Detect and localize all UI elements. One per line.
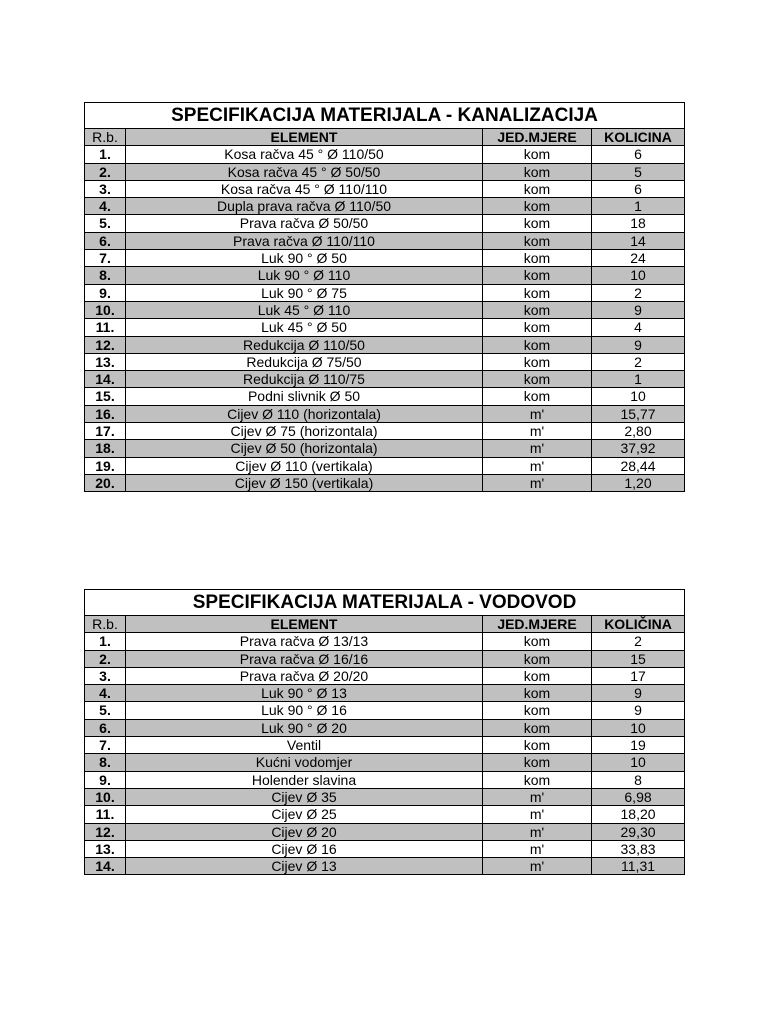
- table-row: [85, 685, 685, 702]
- table-row: [85, 353, 685, 370]
- row-number: 15.: [85, 388, 126, 405]
- unit-cell: kom: [483, 146, 592, 163]
- header-rb: R.b.: [85, 129, 126, 146]
- table-row: [85, 388, 685, 405]
- row-number: 5.: [85, 702, 126, 719]
- header-unit: JED.MJERE: [483, 616, 592, 633]
- unit-cell: m': [483, 457, 592, 474]
- quantity-cell: 9: [592, 301, 685, 318]
- quantity-cell: 18,20: [592, 806, 685, 823]
- row-number: 12.: [85, 336, 126, 353]
- element-cell: Luk 90 ° Ø 110: [126, 267, 483, 284]
- unit-cell: kom: [483, 180, 592, 197]
- unit-cell: m': [483, 788, 592, 805]
- quantity-cell: 2: [592, 284, 685, 301]
- table-row: [85, 702, 685, 719]
- header-element: ELEMENT: [126, 129, 483, 146]
- row-number: 4.: [85, 198, 126, 215]
- unit-cell: m': [483, 423, 592, 440]
- quantity-cell: 10: [592, 267, 685, 284]
- row-number: 6.: [85, 232, 126, 249]
- table-row: [85, 806, 685, 823]
- table-row: [85, 284, 685, 301]
- table-row: [85, 180, 685, 197]
- unit-cell: kom: [483, 232, 592, 249]
- spec-table-kanalizacija: [84, 102, 685, 492]
- row-number: 1.: [85, 146, 126, 163]
- unit-cell: kom: [483, 754, 592, 771]
- element-cell: Redukcija Ø 110/75: [126, 371, 483, 388]
- table-row: [85, 250, 685, 267]
- table-row: [85, 840, 685, 857]
- element-cell: Kućni vodomjer: [126, 754, 483, 771]
- table-row: [85, 371, 685, 388]
- row-number: 7.: [85, 250, 126, 267]
- quantity-cell: 1: [592, 371, 685, 388]
- row-number: 10.: [85, 788, 126, 805]
- unit-cell: kom: [483, 267, 592, 284]
- element-cell: Cijev Ø 35: [126, 788, 483, 805]
- row-number: 9.: [85, 284, 126, 301]
- row-number: 7.: [85, 737, 126, 754]
- quantity-cell: 2,80: [592, 423, 685, 440]
- quantity-cell: 1: [592, 198, 685, 215]
- quantity-cell: 6: [592, 146, 685, 163]
- table-row: [85, 319, 685, 336]
- quantity-cell: 17: [592, 667, 685, 684]
- element-cell: Cijev Ø 150 (vertikala): [126, 474, 483, 491]
- quantity-cell: 14: [592, 232, 685, 249]
- table-row: [85, 457, 685, 474]
- element-cell: Prava račva Ø 13/13: [126, 633, 483, 650]
- table-row: [85, 858, 685, 875]
- unit-cell: kom: [483, 685, 592, 702]
- quantity-cell: 15: [592, 650, 685, 667]
- element-cell: Kosa račva 45 ° Ø 110/50: [126, 146, 483, 163]
- element-cell: Prava račva Ø 110/110: [126, 232, 483, 249]
- quantity-cell: 6: [592, 180, 685, 197]
- element-cell: Prava račva Ø 50/50: [126, 215, 483, 232]
- table-row: [85, 754, 685, 771]
- quantity-cell: 15,77: [592, 405, 685, 422]
- quantity-cell: 10: [592, 388, 685, 405]
- header-quantity: KOLIČINA: [592, 616, 685, 633]
- element-cell: Cijev Ø 25: [126, 806, 483, 823]
- quantity-cell: 2: [592, 633, 685, 650]
- quantity-cell: 37,92: [592, 440, 685, 457]
- quantity-cell: 2: [592, 353, 685, 370]
- row-number: 11.: [85, 806, 126, 823]
- unit-cell: kom: [483, 215, 592, 232]
- quantity-cell: 24: [592, 250, 685, 267]
- unit-cell: kom: [483, 371, 592, 388]
- element-cell: Luk 45 ° Ø 110: [126, 301, 483, 318]
- table-row: [85, 823, 685, 840]
- element-cell: Holender slavina: [126, 771, 483, 788]
- element-cell: Kosa račva 45 ° Ø 50/50: [126, 163, 483, 180]
- quantity-cell: 4: [592, 319, 685, 336]
- quantity-cell: 11,31: [592, 858, 685, 875]
- unit-cell: m': [483, 440, 592, 457]
- table-row: [85, 650, 685, 667]
- element-cell: Cijev Ø 110 (vertikala): [126, 457, 483, 474]
- unit-cell: kom: [483, 650, 592, 667]
- element-cell: Luk 90 ° Ø 13: [126, 685, 483, 702]
- element-cell: Luk 90 ° Ø 20: [126, 719, 483, 736]
- unit-cell: kom: [483, 702, 592, 719]
- unit-cell: kom: [483, 737, 592, 754]
- element-cell: Redukcija Ø 75/50: [126, 353, 483, 370]
- row-number: 9.: [85, 771, 126, 788]
- element-cell: Luk 90 ° Ø 16: [126, 702, 483, 719]
- quantity-cell: 18: [592, 215, 685, 232]
- table-row: [85, 215, 685, 232]
- row-number: 8.: [85, 754, 126, 771]
- element-cell: Podni slivnik Ø 50: [126, 388, 483, 405]
- row-number: 2.: [85, 163, 126, 180]
- element-cell: Prava račva Ø 20/20: [126, 667, 483, 684]
- row-number: 18.: [85, 440, 126, 457]
- row-number: 4.: [85, 685, 126, 702]
- quantity-cell: 9: [592, 702, 685, 719]
- table-header-row: [85, 129, 685, 146]
- unit-cell: kom: [483, 771, 592, 788]
- quantity-cell: 6,98: [592, 788, 685, 805]
- element-cell: Ventil: [126, 737, 483, 754]
- row-number: 14.: [85, 858, 126, 875]
- element-cell: Dupla prava račva Ø 110/50: [126, 198, 483, 215]
- unit-cell: kom: [483, 319, 592, 336]
- unit-cell: kom: [483, 163, 592, 180]
- row-number: 20.: [85, 474, 126, 491]
- table-title: SPECIFIKACIJA MATERIJALA - VODOVOD: [85, 590, 685, 616]
- element-cell: Luk 45 ° Ø 50: [126, 319, 483, 336]
- unit-cell: kom: [483, 633, 592, 650]
- row-number: 2.: [85, 650, 126, 667]
- row-number: 19.: [85, 457, 126, 474]
- row-number: 3.: [85, 667, 126, 684]
- unit-cell: kom: [483, 336, 592, 353]
- table-row: [85, 405, 685, 422]
- unit-cell: kom: [483, 719, 592, 736]
- unit-cell: m': [483, 858, 592, 875]
- element-cell: Luk 90 ° Ø 75: [126, 284, 483, 301]
- table-row: [85, 267, 685, 284]
- quantity-cell: 5: [592, 163, 685, 180]
- row-number: 13.: [85, 353, 126, 370]
- unit-cell: m': [483, 474, 592, 491]
- element-cell: Cijev Ø 13: [126, 858, 483, 875]
- unit-cell: kom: [483, 198, 592, 215]
- table-row: [85, 474, 685, 491]
- element-cell: Cijev Ø 75 (horizontala): [126, 423, 483, 440]
- element-cell: Prava račva Ø 16/16: [126, 650, 483, 667]
- unit-cell: m': [483, 806, 592, 823]
- row-number: 11.: [85, 319, 126, 336]
- quantity-cell: 29,30: [592, 823, 685, 840]
- table-row: [85, 440, 685, 457]
- unit-cell: kom: [483, 667, 592, 684]
- row-number: 16.: [85, 405, 126, 422]
- element-cell: Cijev Ø 50 (horizontala): [126, 440, 483, 457]
- header-unit: JED.MJERE: [483, 129, 592, 146]
- element-cell: Cijev Ø 20: [126, 823, 483, 840]
- header-rb: R.b.: [85, 616, 126, 633]
- row-number: 1.: [85, 633, 126, 650]
- quantity-cell: 10: [592, 754, 685, 771]
- quantity-cell: 33,83: [592, 840, 685, 857]
- row-number: 12.: [85, 823, 126, 840]
- quantity-cell: 1,20: [592, 474, 685, 491]
- quantity-cell: 9: [592, 336, 685, 353]
- row-number: 17.: [85, 423, 126, 440]
- element-cell: Luk 90 ° Ø 50: [126, 250, 483, 267]
- spec-table-vodovod: [84, 589, 685, 875]
- table-row: [85, 788, 685, 805]
- table-row: [85, 719, 685, 736]
- table-row: [85, 667, 685, 684]
- element-cell: Kosa račva 45 ° Ø 110/110: [126, 180, 483, 197]
- row-number: 14.: [85, 371, 126, 388]
- quantity-cell: 8: [592, 771, 685, 788]
- quantity-cell: 19: [592, 737, 685, 754]
- table-row: [85, 771, 685, 788]
- row-number: 8.: [85, 267, 126, 284]
- table-row: [85, 336, 685, 353]
- quantity-cell: 28,44: [592, 457, 685, 474]
- table-row: [85, 301, 685, 318]
- unit-cell: kom: [483, 388, 592, 405]
- row-number: 13.: [85, 840, 126, 857]
- unit-cell: m': [483, 823, 592, 840]
- header-element: ELEMENT: [126, 616, 483, 633]
- unit-cell: kom: [483, 353, 592, 370]
- row-number: 3.: [85, 180, 126, 197]
- table-header-row: [85, 616, 685, 633]
- quantity-cell: 10: [592, 719, 685, 736]
- table-row: [85, 423, 685, 440]
- table-row: [85, 633, 685, 650]
- table-row: [85, 163, 685, 180]
- unit-cell: kom: [483, 301, 592, 318]
- element-cell: Cijev Ø 16: [126, 840, 483, 857]
- row-number: 5.: [85, 215, 126, 232]
- unit-cell: kom: [483, 284, 592, 301]
- row-number: 10.: [85, 301, 126, 318]
- quantity-cell: 9: [592, 685, 685, 702]
- unit-cell: m': [483, 405, 592, 422]
- table-title: SPECIFIKACIJA MATERIJALA - KANALIZACIJA: [85, 103, 685, 129]
- row-number: 6.: [85, 719, 126, 736]
- table-row: [85, 146, 685, 163]
- element-cell: Cijev Ø 110 (horizontala): [126, 405, 483, 422]
- element-cell: Redukcija Ø 110/50: [126, 336, 483, 353]
- table-row: [85, 198, 685, 215]
- table-row: [85, 232, 685, 249]
- header-quantity: KOLICINA: [592, 129, 685, 146]
- unit-cell: m': [483, 840, 592, 857]
- table-row: [85, 737, 685, 754]
- unit-cell: kom: [483, 250, 592, 267]
